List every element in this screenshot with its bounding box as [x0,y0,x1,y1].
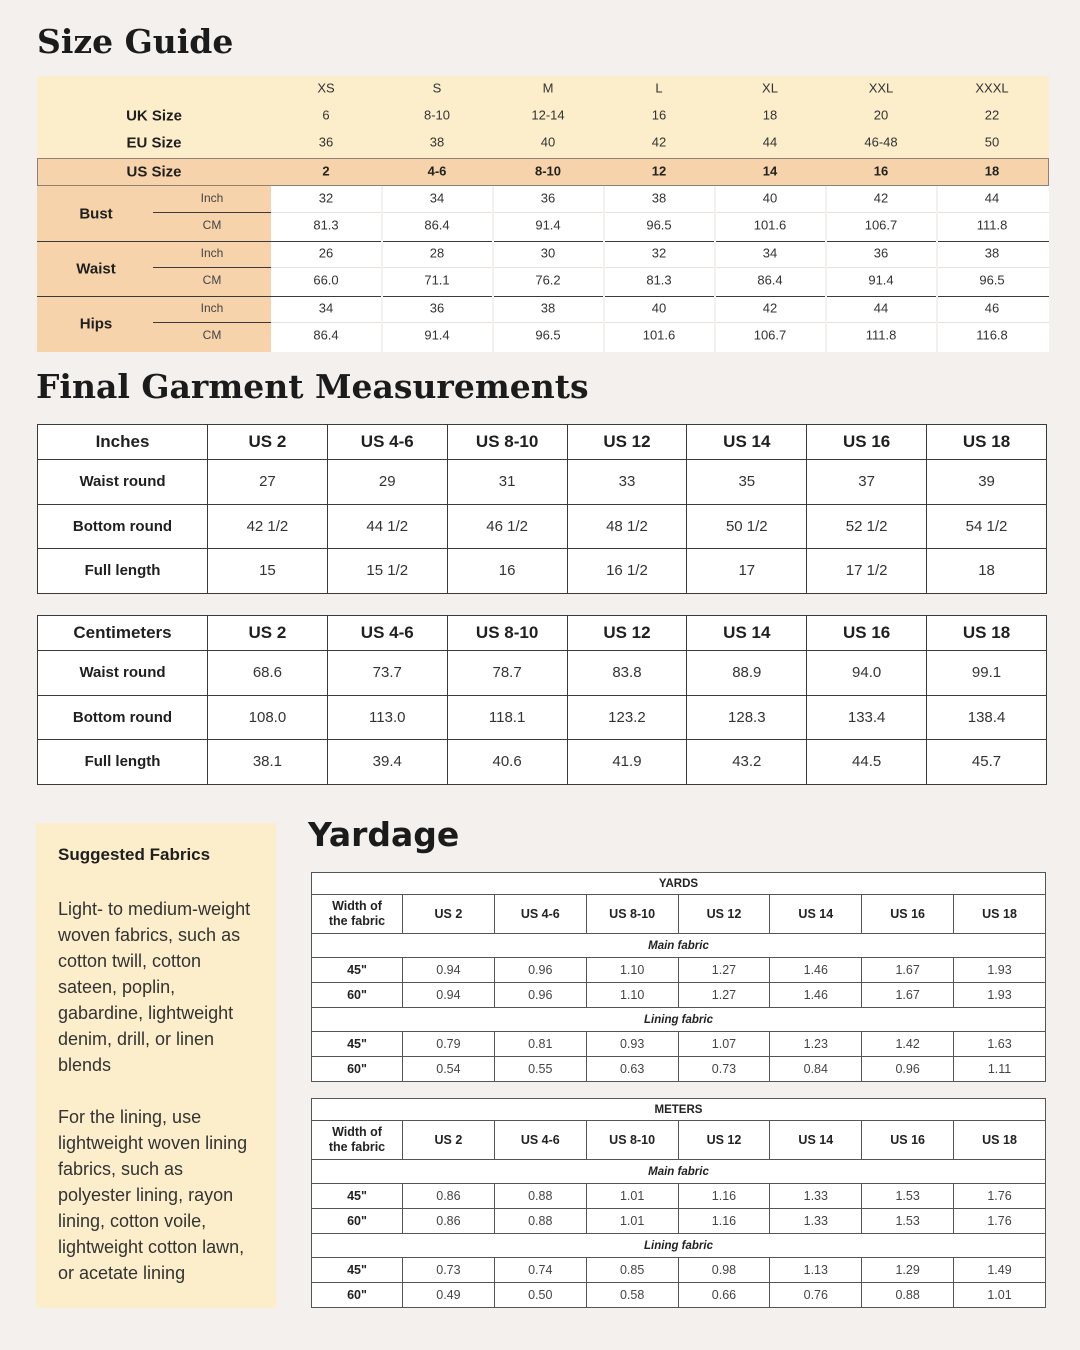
measurement-cell: 18 [927,549,1047,594]
yardage-cell: 1.46 [770,958,862,983]
yardage-cell: 1.01 [954,1283,1046,1308]
column-gap [936,186,938,352]
yardage-cell: 1.27 [678,958,770,983]
size-header: US 14 [687,616,807,651]
table-row [38,549,1047,594]
unit-header: Centimeters [38,616,208,651]
inch-value: 42 [873,190,889,206]
yardage-cell: 0.86 [403,1184,495,1209]
inch-value: 26 [318,245,334,261]
measurement-cell: 42 1/2 [208,504,328,549]
cm-value: 106.7 [864,217,898,233]
unit-cm: CM [202,328,222,342]
unit-row [312,873,1046,895]
size-header: US 16 [862,1121,954,1160]
yardage-cell: 0.66 [678,1283,770,1308]
yardage-cell: 0.96 [494,958,586,983]
inch-value: 42 [762,300,778,316]
us-size-cell: 18 [984,163,1000,179]
size-header: US 14 [770,1121,862,1160]
size-header: US 12 [678,895,770,934]
table-row [312,983,1046,1008]
garment-centimeters-table [37,615,1047,785]
fabric-width: 45" [312,1184,403,1209]
measure-label: Hips [79,315,113,333]
measurement-cell: 108.0 [208,695,328,740]
yardage-cell: 0.94 [403,958,495,983]
yardage-cell: 1.76 [954,1184,1046,1209]
size-header: US 16 [807,425,927,460]
measurement-cell: 17 [687,549,807,594]
inch-value: 30 [540,245,556,261]
yardage-cell: 1.27 [678,983,770,1008]
eu-size-cell: 50 [984,134,1000,150]
yardage-cell: 0.55 [494,1057,586,1082]
eu-size-label: EU Size [126,134,182,152]
measurement-cell: 133.4 [807,695,927,740]
fabric-width: 60" [312,1283,403,1308]
size-header: US 2 [403,1121,495,1160]
cm-value: 91.4 [424,327,450,343]
size-header: US 12 [678,1121,770,1160]
size-header: US 4-6 [327,425,447,460]
inch-cm-divider [153,322,271,323]
cm-value: 96.5 [979,272,1005,288]
unit-inch: Inch [200,191,224,205]
measurement-cell: 54 1/2 [927,504,1047,549]
yardage-cell: 1.33 [770,1184,862,1209]
cm-value: 66.0 [313,272,339,288]
size-header: US 4-6 [327,616,447,651]
yardage-cell: 0.88 [494,1184,586,1209]
row-label: Full length [38,549,208,594]
yardage-cell: 0.63 [586,1057,678,1082]
width-of-fabric-label [312,1121,403,1160]
size-header: US 8-10 [447,616,567,651]
measurement-cell: 94.0 [807,651,927,696]
size-header: US 14 [770,895,862,934]
unit-inch: Inch [200,301,224,315]
yardage-cell: 0.58 [586,1283,678,1308]
measurement-cell: 52 1/2 [807,504,927,549]
measurement-cell: 15 1/2 [327,549,447,594]
measurement-cell: 68.6 [208,651,328,696]
size-header: US 16 [807,616,927,651]
yardage-cell: 0.73 [403,1258,495,1283]
table-row [312,1283,1046,1308]
yardage-cell: 1.49 [954,1258,1046,1283]
yardage-cell: 1.23 [770,1032,862,1057]
size-header: US 18 [927,616,1047,651]
measurement-cell: 15 [208,549,328,594]
yardage-cell: 0.49 [403,1283,495,1308]
cm-value: 86.4 [313,327,339,343]
measurement-cell: 35 [687,460,807,505]
table-row [312,1184,1046,1209]
suggested-fabrics-box [36,823,276,1308]
unit-row [312,1099,1046,1121]
size-header: US 2 [208,425,328,460]
uk-size-label: UK Size [126,107,182,125]
measurement-cell: 43.2 [687,740,807,785]
size-header: US 8-10 [447,425,567,460]
letter-size-cell: XS [317,80,335,96]
header-row [312,1121,1046,1160]
table-row [38,740,1047,785]
unit-title: YARDS [312,873,1046,895]
yardage-cell: 1.53 [862,1184,954,1209]
inch-value: 44 [984,190,1000,206]
letter-size-cell: XXXL [975,80,1009,96]
us-size-cell: 14 [762,163,778,179]
column-gap [381,186,383,352]
us-size-cell: 12 [651,163,667,179]
letter-size-cell: M [542,80,554,96]
fabric-width: 45" [312,958,403,983]
yardage-cell: 0.79 [403,1032,495,1057]
uk-size-cell: 8-10 [423,107,451,123]
header-row [38,616,1047,651]
width-label-line: the fabric [328,914,386,928]
garment-measurements-title: Final Garment Measurements [36,367,589,406]
yardage-cell: 1.16 [678,1209,770,1234]
section-label: Main fabric [312,934,1046,958]
size-header: US 12 [567,425,687,460]
section-row [312,1160,1046,1184]
yardage-cell: 1.76 [954,1209,1046,1234]
yardage-cell: 1.10 [586,958,678,983]
eu-size-cell: 46-48 [864,134,898,150]
uk-size-cell: 22 [984,107,1000,123]
cm-value: 111.8 [976,217,1008,233]
measurement-cell: 45.7 [927,740,1047,785]
uk-size-cell: 16 [651,107,667,123]
section-label: Lining fabric [312,1008,1046,1032]
row-label: Full length [38,740,208,785]
table-row [312,1032,1046,1057]
fabric-width: 45" [312,1032,403,1057]
unit-header: Inches [38,425,208,460]
cm-value: 76.2 [535,272,561,288]
us-size-cell: 2 [322,163,330,179]
letter-size-cell: XXL [868,80,894,96]
uk-size-cell: 18 [762,107,778,123]
yardage-cell: 1.16 [678,1184,770,1209]
fabrics-title: Suggested Fabrics [58,845,211,864]
width-label-line: Width of [332,1125,382,1139]
size-guide-table [37,76,1049,352]
yardage-cell: 0.98 [678,1258,770,1283]
measurement-cell: 39 [927,460,1047,505]
yardage-cell: 1.93 [954,983,1046,1008]
row-label: Waist round [38,460,208,505]
unit-title: METERS [312,1099,1046,1121]
yardage-cell: 0.88 [494,1209,586,1234]
measurement-cell: 41.9 [567,740,687,785]
section-row [312,934,1046,958]
size-header: US 14 [687,425,807,460]
letter-size-cell: XL [762,80,778,96]
measurement-cell: 113.0 [327,695,447,740]
unit-cm: CM [202,273,222,287]
values-divider [271,212,1049,213]
table-row [38,695,1047,740]
yardage-yards-table [311,872,1046,1082]
eu-size-cell: 44 [762,134,778,150]
cm-value: 101.6 [753,217,787,233]
table-row [312,1057,1046,1082]
inch-value: 36 [540,190,556,206]
us-size-label: US Size [126,163,182,181]
values-divider [271,322,1049,323]
measurement-cell: 73.7 [327,651,447,696]
table-row [312,958,1046,983]
cm-value: 86.4 [424,217,450,233]
cm-value: 96.5 [646,217,672,233]
cm-value: 116.8 [976,327,1008,343]
size-header: US 2 [403,895,495,934]
table-row [312,1258,1046,1283]
section-label: Lining fabric [312,1234,1046,1258]
unit-inch: Inch [200,246,224,260]
yardage-cell: 1.33 [770,1209,862,1234]
unit-cm: CM [202,218,222,232]
measurement-cell: 37 [807,460,927,505]
inch-value: 32 [651,245,667,261]
uk-size-cell: 12-14 [531,107,565,123]
table-row [38,651,1047,696]
column-gap [492,186,494,352]
inch-value: 46 [984,300,1000,316]
yardage-cell: 1.29 [862,1258,954,1283]
measure-label: Waist [76,260,116,278]
fabric-width: 60" [312,983,403,1008]
size-header: US 8-10 [586,1121,678,1160]
fabrics-main-text: Light- to medium-weight woven fabrics, such as cotton twill, cotton sateen, poplin, gabardine, lightweight denim, drill, or linen blends [58,899,251,1075]
measurement-cell: 31 [447,460,567,505]
inch-value: 36 [873,245,889,261]
values-divider [271,267,1049,268]
cm-value: 101.6 [642,327,676,343]
measurement-cell: 50 1/2 [687,504,807,549]
section-label: Main fabric [312,1160,1046,1184]
yardage-cell: 0.76 [770,1283,862,1308]
row-label: Waist round [38,651,208,696]
inch-value: 28 [429,245,445,261]
cm-value: 81.3 [646,272,672,288]
cm-value: 106.7 [753,327,787,343]
us-size-cell: 4-6 [427,163,447,179]
size-header: US 4-6 [494,1121,586,1160]
measurement-cell: 16 1/2 [567,549,687,594]
measurement-cell: 78.7 [447,651,567,696]
yardage-cell: 1.07 [678,1032,770,1057]
measurement-cell: 33 [567,460,687,505]
letter-size-cell: S [432,80,442,96]
inch-value: 34 [762,245,778,261]
yardage-cell: 1.67 [862,983,954,1008]
yardage-cell: 1.42 [862,1032,954,1057]
measurement-cell: 99.1 [927,651,1047,696]
cm-value: 91.4 [535,217,561,233]
measurement-cell: 48 1/2 [567,504,687,549]
width-label-line: Width of [332,899,382,913]
fabric-width: 60" [312,1057,403,1082]
yardage-cell: 1.53 [862,1209,954,1234]
measure-separator [37,241,1049,242]
measurement-cell: 27 [208,460,328,505]
yardage-cell: 0.94 [403,983,495,1008]
measure-separator [37,296,1049,297]
inch-value: 34 [429,190,445,206]
fabrics-lining-text: For the lining, use lightweight woven lining fabrics, such as polyester lining, rayon lining, cotton voile, lightweight cotton lawn, or acetate lining [58,1107,248,1283]
size-header: US 18 [927,425,1047,460]
measurement-cell: 44.5 [807,740,927,785]
measurement-cell: 128.3 [687,695,807,740]
yardage-cell: 1.46 [770,983,862,1008]
measurement-cell: 17 1/2 [807,549,927,594]
inch-value: 38 [651,190,667,206]
column-gap [825,186,827,352]
yardage-cell: 1.93 [954,958,1046,983]
yardage-cell: 0.96 [494,983,586,1008]
yardage-cell: 0.88 [862,1283,954,1308]
yardage-cell: 0.74 [494,1258,586,1283]
column-gap [714,186,716,352]
inch-value: 34 [318,300,334,316]
yardage-meters-table [311,1098,1046,1308]
inch-value: 40 [651,300,667,316]
inch-value: 38 [540,300,556,316]
uk-size-cell: 20 [873,107,889,123]
yardage-cell: 1.01 [586,1184,678,1209]
measure-label: Bust [79,205,113,223]
measurement-cell: 16 [447,549,567,594]
row-label: Bottom round [38,504,208,549]
size-guide-title: Size Guide [37,22,234,61]
header-row [312,895,1046,934]
table-row [38,460,1047,505]
section-row [312,1008,1046,1032]
measurement-cell: 123.2 [567,695,687,740]
measurement-cell: 40.6 [447,740,567,785]
measurement-cell: 118.1 [447,695,567,740]
inch-value: 36 [429,300,445,316]
yardage-cell: 1.63 [954,1032,1046,1057]
yardage-cell: 1.13 [770,1258,862,1283]
inch-cm-divider [153,212,271,213]
measurement-cell: 46 1/2 [447,504,567,549]
cm-value: 86.4 [757,272,783,288]
yardage-cell: 1.01 [586,1209,678,1234]
measurement-cell: 83.8 [567,651,687,696]
section-row [312,1234,1046,1258]
eu-size-cell: 36 [318,134,334,150]
inch-value: 32 [318,190,334,206]
inch-value: 38 [984,245,1000,261]
inch-cm-divider [153,267,271,268]
size-header: US 12 [567,616,687,651]
yardage-cell: 0.85 [586,1258,678,1283]
uk-size-cell: 6 [322,107,330,123]
yardage-cell: 0.54 [403,1057,495,1082]
width-label-line: the fabric [328,1140,386,1154]
inch-value: 40 [762,190,778,206]
column-gap [603,186,605,352]
size-header: US 8-10 [586,895,678,934]
yardage-cell: 0.86 [403,1209,495,1234]
yardage-cell: 0.50 [494,1283,586,1308]
measurement-cell: 39.4 [327,740,447,785]
cm-value: 96.5 [535,327,561,343]
cm-value: 71.1 [424,272,450,288]
us-size-cell: 8-10 [534,163,562,179]
fabric-width: 45" [312,1258,403,1283]
size-header: US 18 [954,1121,1046,1160]
yardage-cell: 0.96 [862,1057,954,1082]
measurement-cell: 44 1/2 [327,504,447,549]
measurement-cell: 88.9 [687,651,807,696]
yardage-cell: 0.84 [770,1057,862,1082]
cm-value: 91.4 [868,272,894,288]
header-row [38,425,1047,460]
yardage-cell: 1.11 [954,1057,1046,1082]
table-row [312,1209,1046,1234]
letter-size-cell: L [655,80,663,96]
row-label: Bottom round [38,695,208,740]
size-header: US 18 [954,895,1046,934]
yardage-cell: 0.93 [586,1032,678,1057]
us-size-cell: 16 [873,163,889,179]
measurement-cell: 138.4 [927,695,1047,740]
eu-size-cell: 40 [540,134,556,150]
eu-size-cell: 42 [651,134,667,150]
yardage-cell: 0.73 [678,1057,770,1082]
inch-value: 44 [873,300,889,316]
size-header: US 2 [208,616,328,651]
width-of-fabric-label [312,895,403,934]
yardage-cell: 0.81 [494,1032,586,1057]
cm-value: 111.8 [865,327,897,343]
table-row [38,504,1047,549]
size-header: US 4-6 [494,895,586,934]
eu-size-cell: 38 [429,134,445,150]
garment-inches-table [37,424,1047,594]
size-header: US 16 [862,895,954,934]
measurement-cell: 38.1 [208,740,328,785]
measurement-cell: 29 [327,460,447,505]
fabric-width: 60" [312,1209,403,1234]
cm-value: 81.3 [313,217,339,233]
measure-label-column [37,186,271,352]
yardage-cell: 1.10 [586,983,678,1008]
yardage-title: Yardage [308,815,460,854]
yardage-cell: 1.67 [862,958,954,983]
